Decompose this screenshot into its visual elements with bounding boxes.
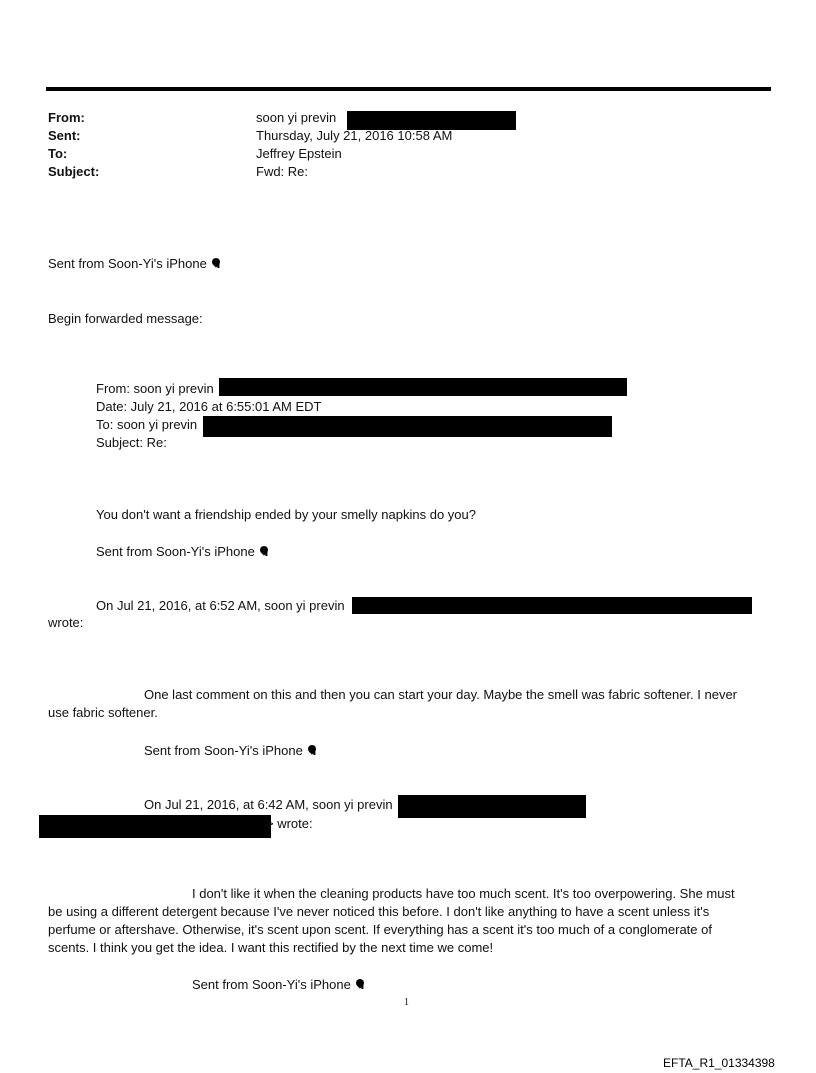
message-text: scents. I think you get the idea. I want this rectified by the next time we come!	[48, 940, 494, 955]
quote-header-cont: wrote:	[48, 615, 84, 630]
message-text: be using a different detergent because I've never noticed this before. I don't like anything to have a scent unless it's	[48, 904, 710, 919]
subject-value: Fwd: Re:	[256, 164, 309, 179]
from-label: From:	[48, 110, 85, 125]
fwd-to: To: soon yi previn	[96, 417, 198, 432]
sent-label: Sent:	[48, 128, 81, 143]
signature-line	[144, 742, 316, 759]
begin-forwarded: Begin forwarded message:	[48, 311, 203, 326]
map-pin-icon	[306, 743, 317, 754]
header-rule	[46, 87, 771, 91]
quote-header: On Jul 21, 2016, at 6:42 AM, soon yi previn	[144, 797, 393, 812]
redaction-block	[352, 597, 752, 614]
signature-line	[192, 976, 364, 993]
page-number: 1	[404, 997, 409, 1008]
redaction-block	[39, 815, 271, 838]
fwd-from: From: soon yi previn	[96, 381, 214, 396]
signature-text: Sent from Soon-Yi's iPhone	[144, 743, 303, 758]
signature-text: Sent from Soon-Yi's iPhone	[192, 977, 351, 992]
signature-line	[96, 543, 268, 560]
message-text: I don't like it when the cleaning products have too much scent. It's too overpowering. She must	[192, 886, 735, 901]
document-id: EFTA_R1_01334398	[663, 1056, 775, 1070]
fwd-subject: Subject: Re:	[96, 435, 167, 450]
message-text: perfume or aftershave. Otherwise, it's scent upon scent. If everything has a scent it's too much of a conglomerate of	[48, 922, 712, 937]
redaction-block	[219, 378, 627, 396]
map-pin-icon	[354, 977, 365, 988]
redaction-block	[398, 795, 586, 818]
map-pin-icon	[258, 544, 269, 555]
signature-line	[48, 255, 220, 272]
map-pin-icon	[210, 256, 221, 267]
quote-header: On Jul 21, 2016, at 6:52 AM, soon yi previn	[96, 598, 345, 613]
to-value: Jeffrey Epstein	[256, 146, 342, 161]
signature-text: Sent from Soon-Yi's iPhone	[48, 256, 207, 271]
message-text: One last comment on this and then you can start your day. Maybe the smell was fabric softener. I never	[144, 687, 737, 702]
subject-label: Subject:	[48, 164, 100, 179]
from-value: soon yi previn	[256, 110, 337, 125]
sent-value: Thursday, July 21, 2016 10:58 AM	[256, 128, 453, 143]
quote-header-cont: > wrote:	[266, 816, 313, 831]
to-label: To:	[48, 146, 68, 161]
redaction-block	[203, 416, 612, 437]
signature-text: Sent from Soon-Yi's iPhone	[96, 544, 255, 559]
message-text: use fabric softener.	[48, 705, 158, 720]
message-text: You don't want a friendship ended by your smelly napkins do you?	[96, 507, 476, 522]
fwd-date: Date: July 21, 2016 at 6:55:01 AM EDT	[96, 399, 322, 414]
